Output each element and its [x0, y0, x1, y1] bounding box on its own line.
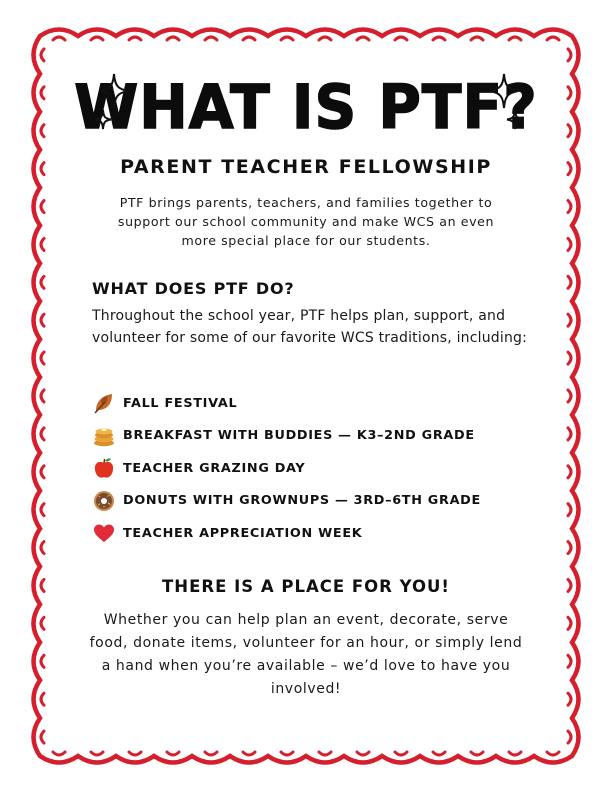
border-curl [41, 238, 44, 250]
list-item [92, 452, 481, 485]
border-curl [91, 37, 103, 40]
list-item [92, 485, 481, 518]
border-curl [41, 693, 44, 705]
border-curl [243, 752, 255, 755]
border-curl [547, 752, 559, 755]
border-curl [41, 428, 44, 440]
border-curl [41, 466, 44, 478]
border-curl [568, 238, 571, 250]
border-curl [357, 752, 369, 755]
border-scallop [40, 756, 572, 763]
border-curl [41, 49, 44, 61]
list-item [92, 387, 481, 420]
border-scallop [40, 30, 572, 37]
border-curl [471, 37, 483, 40]
border-curl [568, 201, 571, 213]
border-curl [568, 731, 571, 743]
border-curl [568, 693, 571, 705]
border-curl [41, 542, 44, 554]
page-title: WHAT IS PTF? [74, 71, 538, 143]
border-curl [509, 37, 521, 40]
border-curl [167, 37, 179, 40]
what-ptf-does-heading: WHAT DOES PTF DO? [92, 279, 295, 298]
border-curl [41, 201, 44, 213]
border-curl [547, 37, 559, 40]
border-curl [568, 314, 571, 326]
border-curl [568, 276, 571, 288]
border-curl [568, 352, 571, 364]
border-curl [167, 752, 179, 755]
border-curl [568, 390, 571, 402]
what-ptf-does-body: Throughout the school year, PTF helps plan, support, and volunteer for some of our favorite WCS traditions, including: [92, 308, 528, 346]
border-curl [41, 352, 44, 364]
list-item [92, 420, 481, 453]
border-curl [91, 752, 103, 755]
border-curl [568, 504, 571, 516]
place-for-you-body: Whether you can help plan an event, decorate, serve food, donate items, volunteer for an hour, or simply lend a hand when you’re available – we’d love to have you involved! [89, 612, 523, 697]
border-curl [41, 276, 44, 288]
heart-icon [92, 521, 116, 545]
border-curl [568, 428, 571, 440]
donut-icon [92, 489, 116, 513]
traditions-list [92, 387, 481, 550]
tradition-label: TEACHER APPRECIATION WEEK [123, 525, 363, 541]
tradition-label: FALL FESTIVAL [123, 395, 238, 411]
border-curl [129, 37, 141, 40]
border-curl [243, 37, 255, 40]
pancakes-icon [92, 424, 116, 448]
border-curl [129, 752, 141, 755]
list-item [92, 517, 481, 550]
border-curl [395, 752, 407, 755]
intro-paragraph: PTF brings parents, teachers, and families together to support our school community and make WCS an even more special place for our students. [117, 195, 495, 248]
border-curl [41, 504, 44, 516]
border-curl [471, 752, 483, 755]
border-curl [433, 37, 445, 40]
border-curl [205, 37, 217, 40]
autumn-leaf-icon [92, 391, 116, 415]
border-curl [395, 37, 407, 40]
place-for-you-heading: THERE IS A PLACE FOR YOU! [162, 577, 450, 596]
border-curl [281, 752, 293, 755]
border-curl [319, 37, 331, 40]
border-curl [568, 466, 571, 478]
border-curl [41, 655, 44, 667]
border-curl [357, 37, 369, 40]
sparkle-icon [92, 70, 132, 140]
tradition-label: BREAKFAST WITH BUDDIES — K3–2ND GRADE [123, 428, 475, 444]
tradition-label: TEACHER GRAZING DAY [123, 460, 306, 476]
border-curl [281, 37, 293, 40]
border-curl [568, 617, 571, 629]
border-curl [41, 390, 44, 402]
tradition-label: DONUTS WITH GROWNUPS — 3RD–6TH GRADE [123, 493, 481, 509]
border-curl [568, 542, 571, 554]
border-curl [53, 752, 65, 755]
border-curl [568, 655, 571, 667]
sparkle-icon [486, 70, 526, 140]
page-subtitle: PARENT TEACHER FELLOWSHIP [120, 156, 492, 178]
border-curl [41, 731, 44, 743]
border-curl [433, 752, 445, 755]
border-curl [319, 752, 331, 755]
border-curl [41, 314, 44, 326]
apple-icon [92, 456, 116, 480]
border-curl [41, 617, 44, 629]
border-curl [53, 37, 65, 40]
border-curl [509, 752, 521, 755]
border-curl [205, 752, 217, 755]
border-curl [568, 49, 571, 61]
